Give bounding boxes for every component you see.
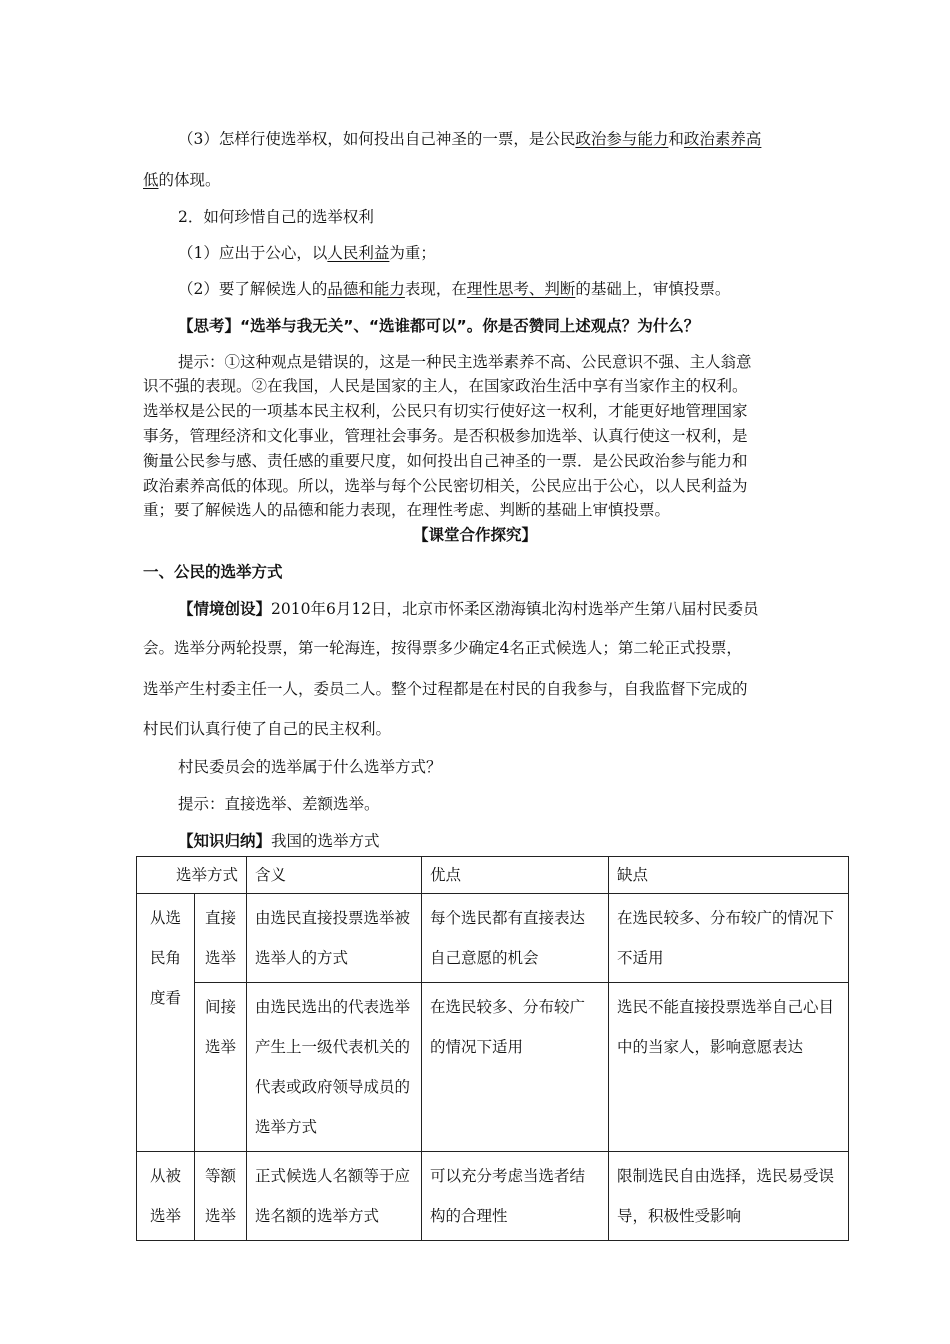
text: 和 [668, 130, 684, 148]
summary [178, 829, 380, 851]
group-cell: 从选民角度看 [137, 894, 195, 1152]
meaning-cell: 由选民直接投票选举被选举人的方式 [247, 894, 422, 983]
election-methods-table [136, 856, 849, 1241]
cons-cell: 在选民较多、分布较广的情况下不适用 [609, 894, 849, 983]
underlined-term: 品德和能力 [327, 280, 405, 298]
heading-2: 2．如何珍惜自己的选举权利 [178, 208, 374, 226]
question: 村民委员会的选举属于什么选举方式？ [178, 758, 442, 776]
coop-title: 【课堂合作探究】 [412, 526, 537, 544]
part1-heading: 一、公民的选举方式 [143, 563, 283, 581]
header-cell: 选举方式 [137, 857, 247, 894]
type-cell: 直接选举 [195, 894, 247, 983]
point-2 [178, 277, 730, 299]
meaning-cell: 正式候选人名额等于应选名额的选举方式 [247, 1152, 422, 1241]
table-header-row [137, 857, 849, 894]
text: 2010年6月12日，北京市怀柔区渤海镇北沟村选举产生第八届村民委员 [271, 600, 759, 618]
underlined-term: 政治参与能力 [575, 130, 669, 148]
pros-cell: 可以充分考虑当选者结构的合理性 [422, 1152, 609, 1241]
header-cell: 含义 [247, 857, 422, 894]
pros-cell: 在选民较多、分布较广的情况下适用 [422, 983, 609, 1152]
summary-label: 【知识归纳】 [178, 832, 272, 850]
table-row [137, 1152, 849, 1241]
type-cell: 等额选举 [195, 1152, 247, 1241]
text: （1）应出于公心，以 [178, 244, 328, 262]
header-cell: 优点 [422, 857, 609, 894]
scenario-line-1 [178, 597, 759, 619]
group-cell: 从被选举 [137, 1152, 195, 1241]
hint: 提示：直接选举、差额选举。 [178, 795, 380, 813]
scenario-line: 选举产生村委主任一人，委员二人。整个过程都是在村民的自我参与，自我监督下完成的 [143, 680, 748, 698]
think-line: 识不强的表现。②在我国，人民是国家的主人，在国家政治生活中享有当家作主的权利。 [143, 377, 748, 395]
underlined-term: 低 [143, 171, 159, 189]
think-line: 事务，管理经济和文化事业，管理社会事务。是否积极参加选举、认真行使这一权利，是 [143, 427, 748, 445]
table-row [137, 983, 849, 1152]
point-1 [178, 241, 436, 263]
cons-cell: 限制选民自由选择，选民易受误导，积极性受影响 [609, 1152, 849, 1241]
scenario-line: 会。选举分两轮投票，第一轮海连，按得票多少确定4名正式候选人；第二轮正式投票， [143, 639, 742, 657]
header-cell: 缺点 [609, 857, 849, 894]
think-title: 【思考】“选举与我无关”、“选谁都可以”。你是否赞同上述观点？为什么？ [178, 317, 700, 335]
type-cell: 间接选举 [195, 983, 247, 1152]
text: 的基础上，审慎投票。 [575, 280, 731, 298]
think-line: 衡量公民参与感、责任感的重要尺度，如何投出自己神圣的一票．是公民政治参与能力和 [143, 452, 748, 470]
pros-cell: 每个选民都有直接表达自己意愿的机会 [422, 894, 609, 983]
text: 为重； [389, 244, 436, 262]
think-line: 政治素养高低的体现。所以，选举与每个公民密切相关，公民应出于公心，以人民利益为 [143, 477, 748, 495]
scenario-line: 村民们认真行使了自己的民主权利。 [143, 720, 392, 738]
cons-cell: 选民不能直接投票选举自己心目中的当家人，影响意愿表达 [609, 983, 849, 1152]
text: （2）要了解候选人的 [178, 280, 328, 298]
text: （3）怎样行使选举权，如何投出自己神圣的一票，是公民 [178, 130, 576, 148]
scenario-label: 【情境创设】 [178, 600, 272, 618]
item-3-line-2 [143, 168, 221, 190]
text: 的体现。 [158, 171, 221, 189]
think-line: 重；要了解候选人的品德和能力表现，在理性考虑、判断的基础上审慎投票。 [143, 501, 671, 519]
table-row [137, 894, 849, 983]
underlined-term: 政治素养高 [683, 130, 762, 148]
underlined-term: 人民利益 [327, 244, 390, 262]
meaning-cell: 由选民选出的代表选举产生上一级代表机关的代表或政府领导成员的选举方式 [247, 983, 422, 1152]
item-3-line-1 [178, 127, 761, 149]
think-line: 选举权是公民的一项基本民主权利，公民只有切实行使好这一权利，才能更好地管理国家 [143, 402, 748, 420]
text: 表现，在 [404, 280, 467, 298]
text: 我国的选举方式 [271, 832, 380, 850]
think-line: 提示：①这种观点是错误的，这是一种民主选举素养不高、公民意识不强、主人翁意 [178, 353, 752, 371]
underlined-term: 理性思考、判断 [466, 280, 576, 298]
